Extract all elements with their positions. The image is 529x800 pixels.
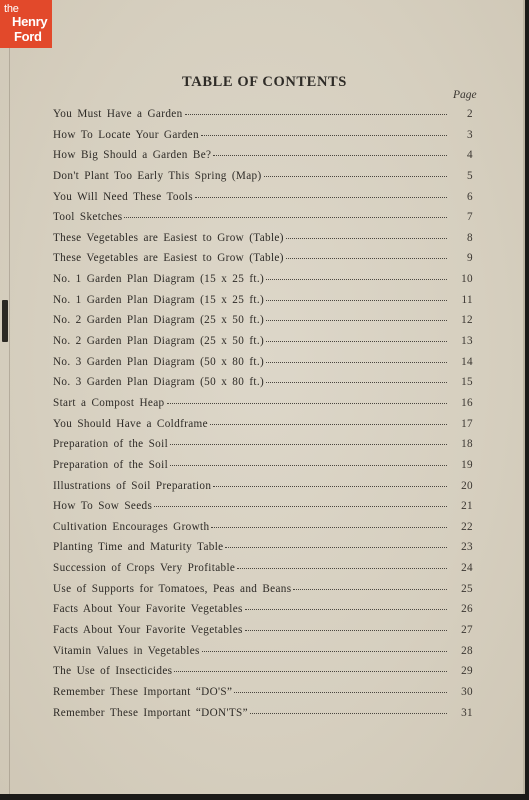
logo-text-henry: Henry [12, 14, 48, 29]
toc-entry [53, 707, 473, 728]
toc-entry-title: Planting Time and Maturity Table [53, 541, 224, 554]
toc-dot-leader [266, 362, 447, 363]
toc-entry-title: How To Sow Seeds [53, 500, 153, 513]
toc-entry-title: Use of Supports for Tomatoes, Peas and Beans [53, 582, 292, 595]
toc-entry [53, 211, 473, 232]
henry-ford-logo [0, 0, 52, 48]
toc-dot-leader [202, 651, 447, 652]
table-of-contents-list [53, 108, 473, 727]
toc-dot-leader [211, 527, 447, 528]
toc-dot-leader [266, 300, 447, 301]
toc-entry-title: You Will Need These Tools [53, 190, 193, 203]
toc-entry-page-number: 10 [461, 273, 473, 286]
toc-entry-page-number: 23 [461, 541, 473, 554]
toc-entry-page-number: 2 [467, 108, 473, 120]
toc-entry [53, 170, 473, 191]
page-fold-line [9, 0, 10, 794]
toc-dot-leader [213, 155, 447, 156]
toc-entry-title: How To Locate Your Garden [53, 128, 199, 141]
toc-dot-leader [245, 609, 447, 610]
toc-entry [53, 459, 473, 480]
toc-entry-title: Remember These Important “DON'TS” [53, 706, 248, 719]
toc-entry-page-number: 20 [461, 479, 473, 492]
toc-dot-leader [245, 630, 447, 631]
toc-entry [53, 645, 473, 666]
toc-dot-leader [264, 176, 447, 177]
toc-entry-title: Preparation of the Soil [53, 438, 169, 451]
logo-text-ford: Ford [14, 29, 42, 44]
toc-entry-page-number: 14 [461, 355, 473, 368]
toc-entry [53, 129, 473, 150]
toc-entry-page-number: 21 [461, 500, 473, 513]
toc-dot-leader [213, 486, 447, 487]
toc-entry [53, 562, 473, 583]
toc-entry-title: These Vegetables are Easiest to Grow (Table) [53, 252, 284, 265]
toc-entry [53, 232, 473, 253]
toc-entry-page-number: 15 [461, 376, 473, 389]
toc-entry-title: Don't Plant Too Early This Spring (Map) [53, 169, 262, 182]
toc-entry-title: No. 3 Garden Plan Diagram (50 x 80 ft.) [53, 355, 265, 368]
toc-entry-page-number: 26 [461, 603, 473, 616]
toc-entry-title: Succession of Crops Very Profitable [53, 562, 236, 575]
toc-entry-title: Tool Sketches [53, 211, 123, 224]
toc-entry [53, 418, 473, 439]
toc-entry [53, 541, 473, 562]
toc-dot-leader [237, 568, 447, 569]
toc-entry [53, 603, 473, 624]
toc-entry [53, 252, 473, 273]
toc-dot-leader [170, 444, 447, 445]
toc-dot-leader [234, 692, 447, 693]
toc-entry [53, 397, 473, 418]
toc-dot-leader [124, 217, 447, 218]
toc-entry-page-number: 25 [461, 582, 473, 595]
logo-text-the: the [4, 3, 19, 15]
toc-entry [53, 335, 473, 356]
toc-entry-page-number: 5 [467, 169, 473, 182]
toc-entry-page-number: 31 [461, 706, 473, 719]
toc-entry-title: No. 3 Garden Plan Diagram (50 x 80 ft.) [53, 376, 265, 389]
toc-entry-page-number: 13 [461, 335, 473, 348]
toc-dot-leader [266, 341, 447, 342]
toc-entry [53, 273, 473, 294]
toc-entry-page-number: 22 [461, 520, 473, 533]
toc-entry-title: Start a Compost Heap [53, 396, 165, 409]
toc-dot-leader [210, 424, 447, 425]
toc-entry-page-number: 29 [461, 665, 473, 678]
toc-dot-leader [266, 320, 447, 321]
toc-entry-page-number: 16 [461, 396, 473, 409]
toc-entry-title: Vitamin Values in Vegetables [53, 644, 200, 657]
toc-entry [53, 438, 473, 459]
toc-entry-title: You Must Have a Garden [53, 108, 183, 120]
toc-entry-page-number: 4 [467, 149, 473, 162]
toc-entry-page-number: 30 [461, 685, 473, 698]
toc-entry-title: Remember These Important “DO'S” [53, 685, 233, 698]
toc-entry [53, 294, 473, 315]
toc-dot-leader [174, 671, 447, 672]
toc-entry [53, 624, 473, 645]
toc-dot-leader [293, 589, 447, 590]
toc-entry-page-number: 8 [467, 231, 473, 244]
toc-entry-title: No. 1 Garden Plan Diagram (15 x 25 ft.) [53, 273, 265, 286]
toc-entry [53, 108, 473, 129]
toc-dot-leader [266, 279, 447, 280]
toc-entry [53, 314, 473, 335]
toc-dot-leader [195, 197, 447, 198]
toc-entry-page-number: 6 [467, 190, 473, 203]
toc-dot-leader [167, 403, 448, 404]
toc-entry-page-number: 18 [461, 438, 473, 451]
toc-entry-page-number: 7 [467, 211, 473, 224]
toc-entry-page-number: 27 [461, 624, 473, 637]
toc-entry [53, 500, 473, 521]
toc-entry-title: The Use of Insecticides [53, 665, 173, 678]
toc-entry-title: No. 1 Garden Plan Diagram (15 x 25 ft.) [53, 293, 265, 306]
toc-dot-leader [170, 465, 447, 466]
toc-dot-leader [266, 382, 447, 383]
toc-entry-page-number: 9 [467, 252, 473, 265]
toc-entry [53, 356, 473, 377]
toc-dot-leader [286, 238, 447, 239]
toc-entry [53, 665, 473, 686]
toc-entry-page-number: 11 [461, 293, 473, 306]
toc-entry-title: You Should Have a Coldframe [53, 417, 208, 430]
toc-entry-page-number: 24 [461, 562, 473, 575]
toc-dot-leader [286, 258, 447, 259]
toc-entry-title: No. 2 Garden Plan Diagram (25 x 50 ft.) [53, 335, 265, 348]
toc-entry-page-number: 12 [461, 314, 473, 327]
toc-entry [53, 583, 473, 604]
page-title: TABLE OF CONTENTS [182, 74, 347, 90]
toc-entry [53, 521, 473, 542]
toc-entry-page-number: 17 [461, 417, 473, 430]
toc-dot-leader [154, 506, 447, 507]
toc-entry-title: Preparation of the Soil [53, 458, 169, 471]
toc-entry-page-number: 3 [467, 128, 473, 141]
toc-entry [53, 480, 473, 501]
page-column-label: Page [453, 89, 477, 101]
toc-entry-page-number: 19 [461, 458, 473, 471]
toc-entry [53, 191, 473, 212]
toc-entry-page-number: 28 [461, 644, 473, 657]
binding-staple-mark [2, 300, 8, 342]
toc-entry-title: Illustrations of Soil Preparation [53, 479, 212, 492]
toc-entry-title: These Vegetables are Easiest to Grow (Table) [53, 231, 284, 244]
toc-entry-title: No. 2 Garden Plan Diagram (25 x 50 ft.) [53, 314, 265, 327]
toc-entry-title: Facts About Your Favorite Vegetables [53, 624, 243, 637]
toc-entry-title: How Big Should a Garden Be? [53, 149, 212, 162]
toc-dot-leader [250, 713, 447, 714]
toc-entry [53, 686, 473, 707]
toc-entry-title: Facts About Your Favorite Vegetables [53, 603, 243, 616]
toc-dot-leader [225, 547, 447, 548]
toc-entry [53, 149, 473, 170]
toc-entry-title: Cultivation Encourages Growth [53, 520, 210, 533]
toc-dot-leader [201, 135, 447, 136]
toc-dot-leader [185, 114, 447, 115]
toc-entry [53, 376, 473, 397]
